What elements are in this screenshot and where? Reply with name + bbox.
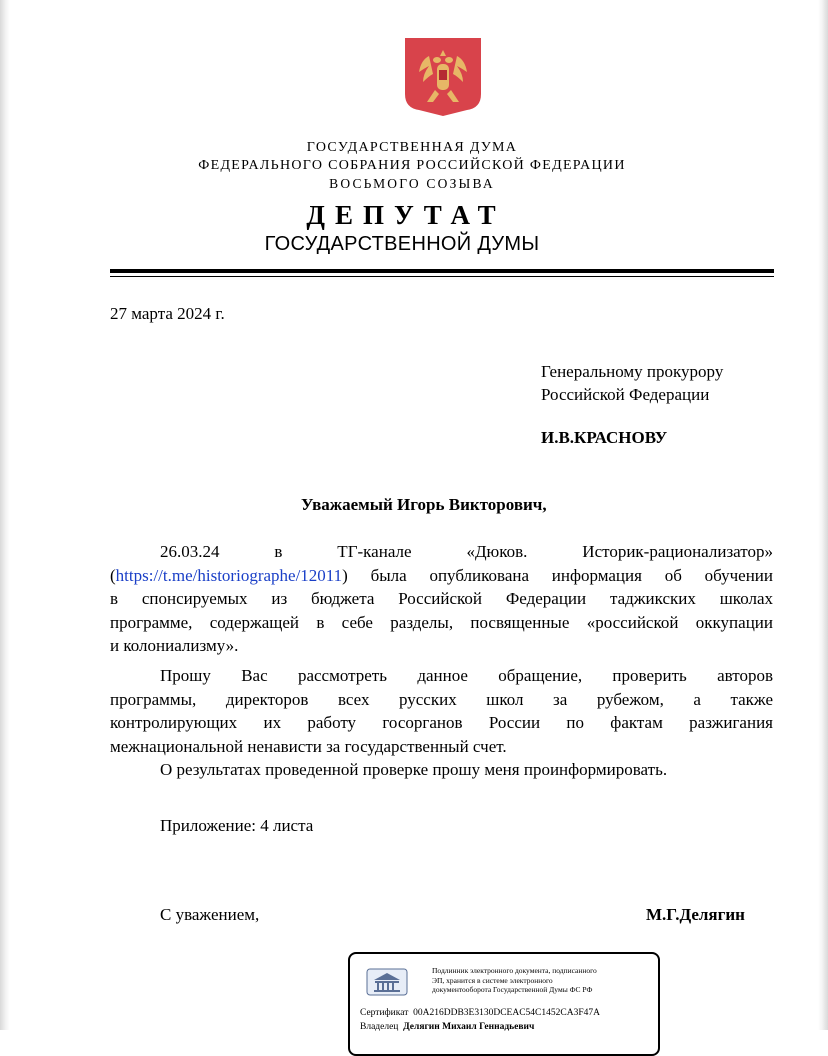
- paren-open: (: [110, 565, 116, 585]
- letter-date: 27 марта 2024 г.: [110, 304, 225, 323]
- header-rule-thick: [110, 269, 774, 273]
- paragraph-2-line-2: программы, директоров всех русских школ за рубежом, а также: [110, 689, 773, 709]
- closing-phrase: С уважением,: [160, 905, 260, 924]
- stamp-certificate: [360, 1008, 600, 1018]
- signature-name: М.Г.Делягин: [646, 905, 745, 924]
- stamp-text-line-3: документооборота Государственной Думы ФС РФ: [432, 985, 593, 994]
- org-line-2: ФЕДЕРАЛЬНОГО СОБРАНИЯ РОССИЙСКОЙ ФЕДЕРАЦИИ: [198, 158, 626, 173]
- paragraph-1-line-4: программе, содержащей в себе разделы, посвященные «российской оккупации: [110, 612, 773, 632]
- duma-building-icon: [366, 968, 408, 996]
- attachment-note: Приложение: 4 листа: [160, 816, 314, 835]
- greeting: Уважаемый Игорь Викторович,: [301, 495, 547, 514]
- paragraph-2-line-4: межнациональной ненависти за государственный счет.: [110, 736, 507, 756]
- telegram-link[interactable]: https://t.me/historiographe/12011: [115, 565, 343, 585]
- document-title: ДЕПУТАТ: [306, 200, 506, 230]
- paragraph-3: О результатах проведенной проверке прошу меня проинформировать.: [160, 760, 668, 779]
- document-subtitle: ГОСУДАРСТВЕННОЙ ДУМЫ: [264, 233, 540, 255]
- stamp-text-line-2: ЭП, хранится в системе электронного: [432, 975, 553, 985]
- certificate-value: 00A216DDB3E3130DCEAC54C1452CA3F47A: [413, 1008, 600, 1018]
- paragraph-1-line-2: [110, 564, 773, 588]
- paragraph-2-line-1: Прошу Вас рассмотреть данное обращение, проверить авторов: [160, 666, 773, 685]
- owner-value: Делягин Михаил Геннадьевич: [403, 1022, 535, 1032]
- stamp-description: [432, 966, 652, 995]
- electronic-signature-stamp: [348, 952, 660, 1056]
- paragraph-2: [110, 664, 773, 782]
- owner-label: Владелец: [360, 1022, 399, 1032]
- addressee-line-2: Российской Федерации: [541, 385, 710, 404]
- org-line-1: ГОСУДАРСТВЕННАЯ ДУМА: [306, 140, 518, 155]
- stamp-text-line-1: Подлинник электронного документа, подписанного: [432, 966, 597, 975]
- header-rule-thin: [110, 276, 774, 277]
- paragraph-1-line-5: и колониализму».: [110, 636, 239, 655]
- addressee-line-1: Генеральному прокурору: [541, 362, 724, 381]
- coat-of-arms-icon: [403, 36, 483, 118]
- org-line-3: ВОСЬМОГО СОЗЫВА: [329, 176, 495, 191]
- paragraph-1: [110, 540, 773, 658]
- paragraph-2-line-3: контролирующих их работу госорганов России по фактам разжигания: [110, 713, 773, 732]
- addressee-name: И.В.КРАСНОВУ: [541, 428, 668, 447]
- paragraph-1-line-3: в спонсируемых из бюджета Российской Федерации таджикских школах: [110, 589, 773, 608]
- stamp-owner: [360, 1022, 534, 1032]
- certificate-label: Сертификат: [360, 1008, 409, 1018]
- paragraph-1-line-2-rest: ) была опубликована информация об обучении: [342, 565, 773, 585]
- paragraph-1-line-1: 26.03.24 в ТГ-канале «Дюков. Историк-рационализатор»: [160, 542, 773, 561]
